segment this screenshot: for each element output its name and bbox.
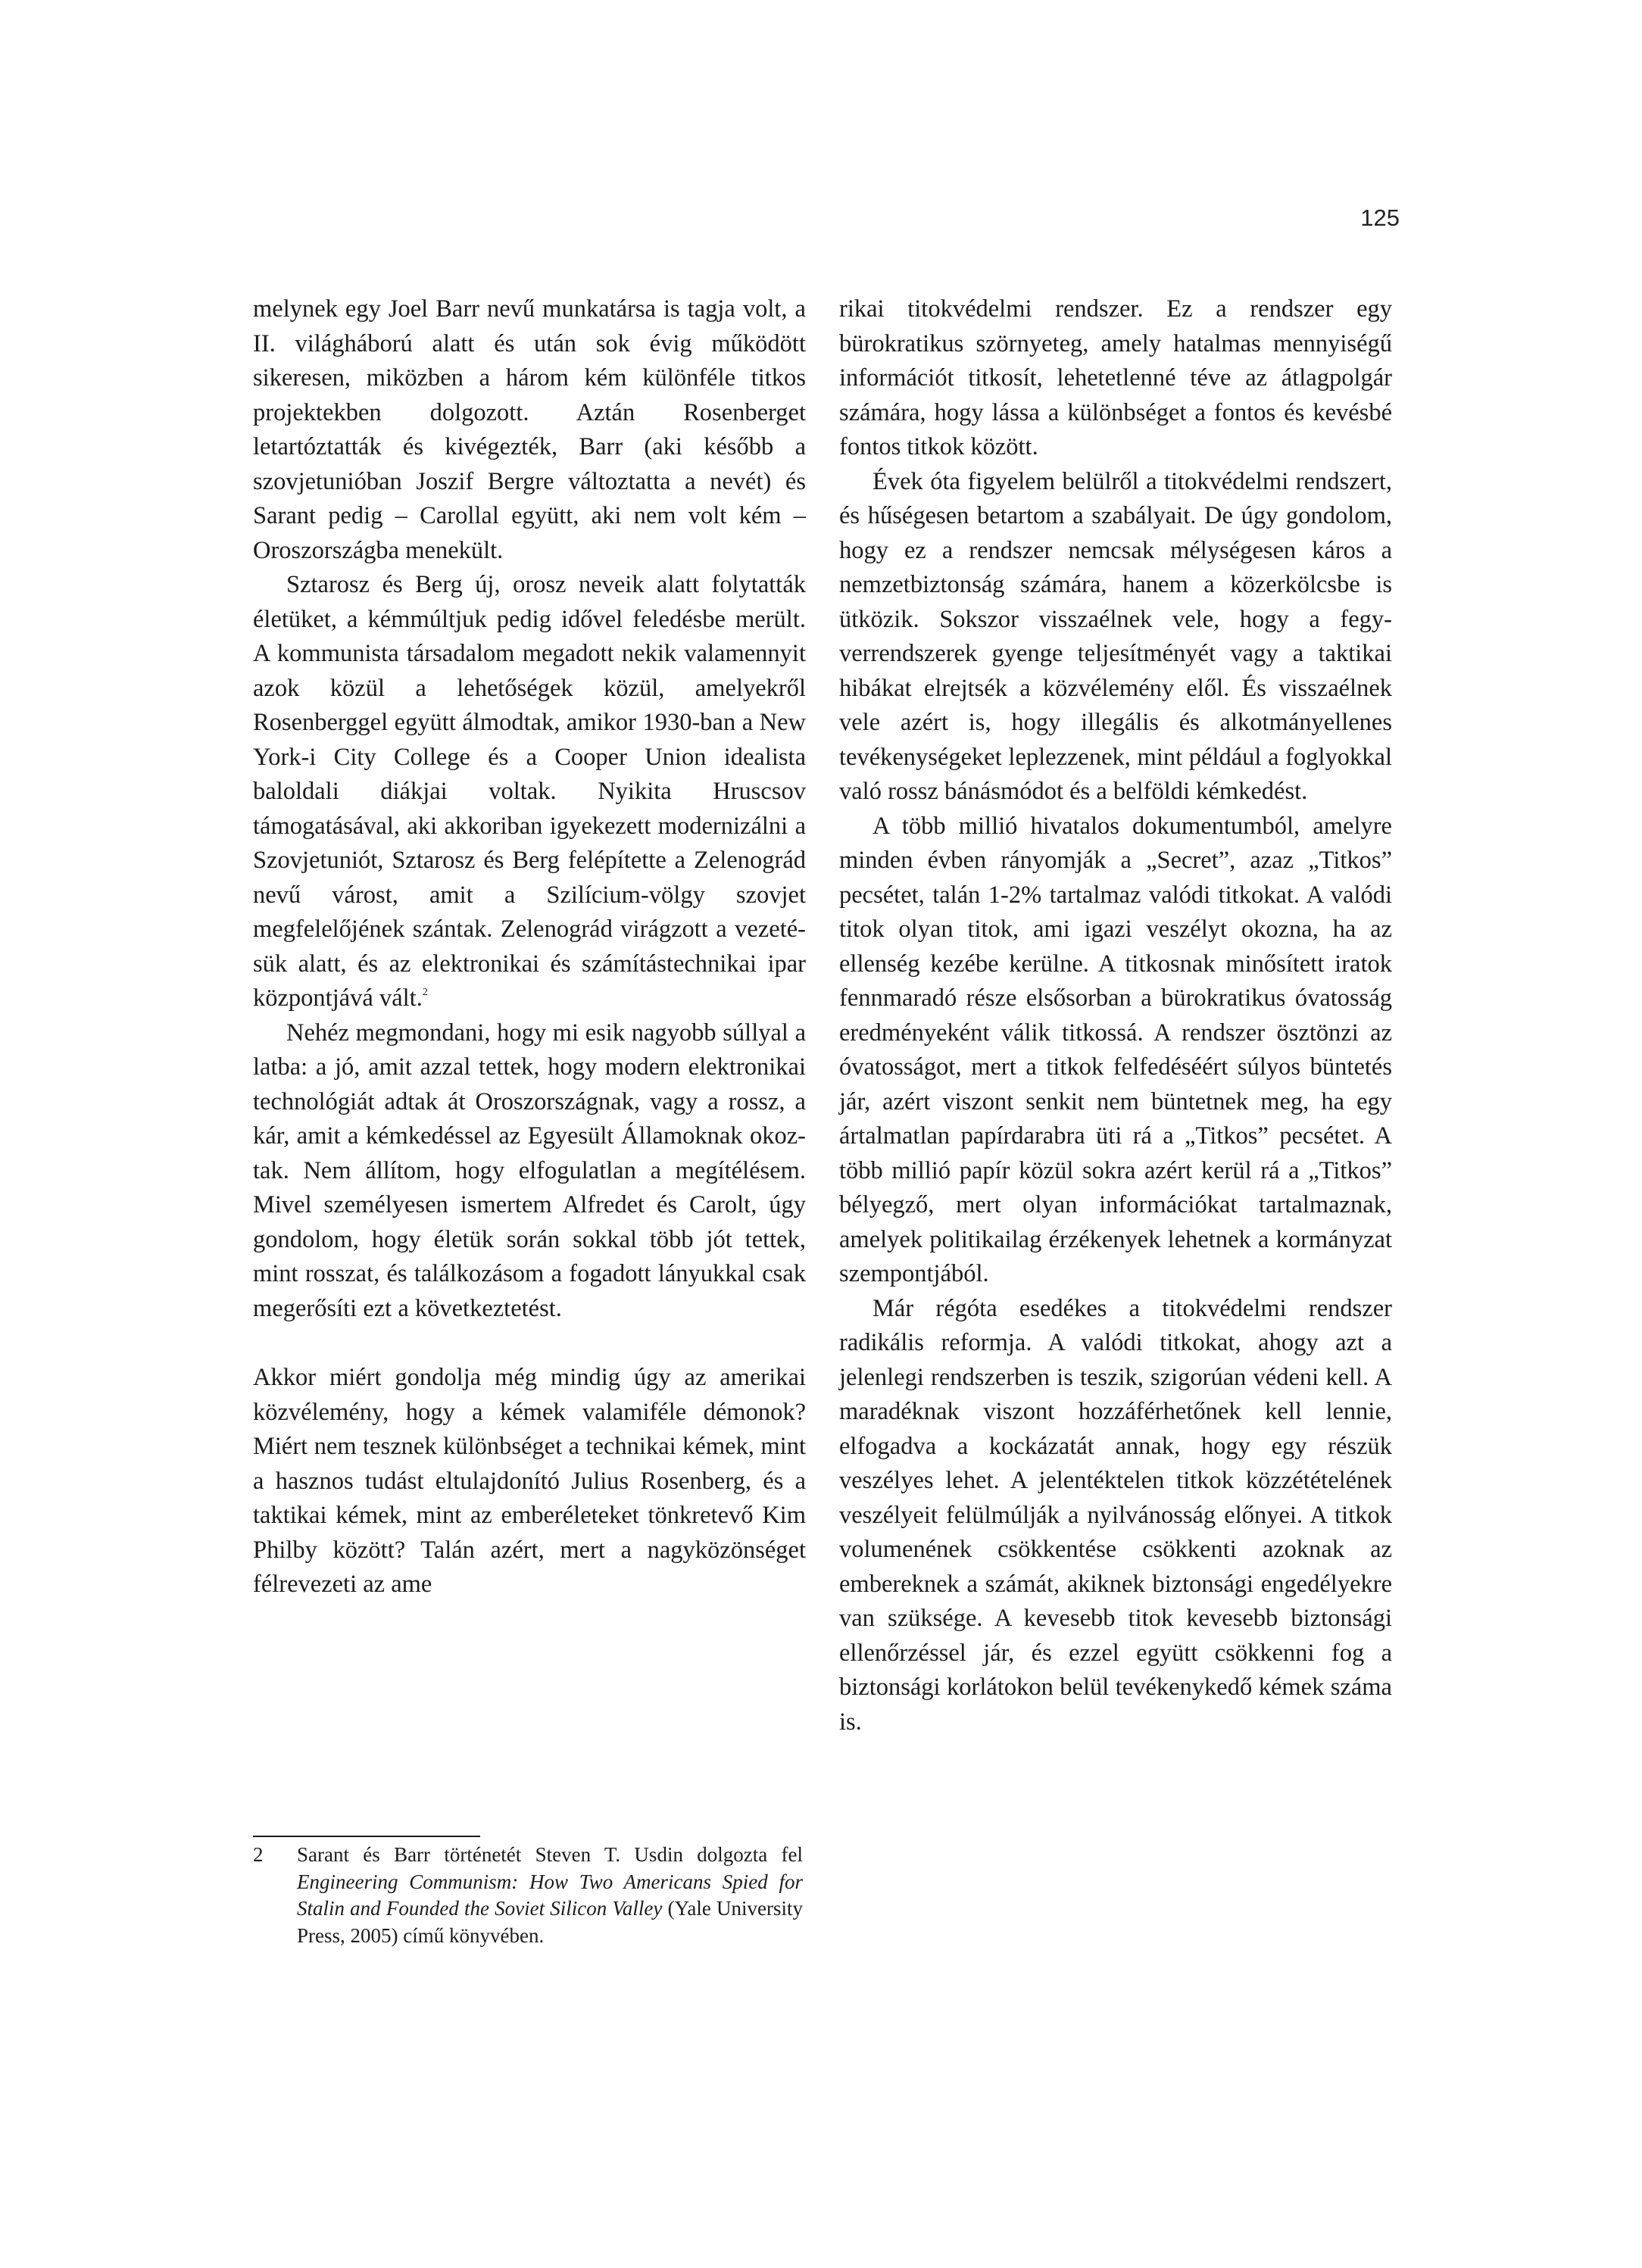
- footnote-separator: [253, 1836, 480, 1837]
- paragraph-text: Sztarosz és Berg új, orosz neveik alatt folytatták életüket, a kémmúltjuk pedig idővel feledésbe merült. A kommunista társadalom megadott nekik valamennyit azok közül a lehetőségek közül, amelyekről Rosenberggel együtt álmodtak, amikor 1930-ban a New York-i City College és a Cooper Union idealista baloldali diákjai voltak. Nyikita Hruscsov támogatásával, aki akkoriban igyekezett modernizálni a Szovjetuniót, Sztarosz és Berg felépítette a Zelenográd nevű várost, amit a Szilícium-völgy szovjet megfelelőjének szántak. Zelenográd virágzott a vezetésük alatt, és az elektronikai és számítástechnikai ipar központjává vált.: [253, 571, 806, 1012]
- paragraph-sztarosz-berg: [253, 568, 806, 1016]
- footnote-reference: 2: [422, 987, 428, 998]
- page-number: 125: [1360, 204, 1400, 231]
- footnote-text-before: Sarant és Barr történetét Steven T. Usdin dolgozta fel: [297, 1843, 803, 1866]
- footnote-text-after: (Yale University Press, 2005) című könyvében.: [297, 1897, 803, 1947]
- paragraph-documents: A több millió hivatalos dokumentumból, amelyre minden évben rányomják a „Secret”, azaz „Titkos” pecsétet, talán 1-2% tartalmaz valódi titkokat. A valódi titok olyan titok, ami igazi veszélyt okozna, ha az ellenség kezébe kerülne. A titkosnak minősített iratok fennmaradó része elsősorban a bürokratikus óvatosság eredményeként válik titkossá. A rendszer ösztönzi az óvatosságot, mert a titkok felfedéséért súlyos büntetés jár, azért viszont senkit nem büntetnek meg, ha egy ártalmatlan papírdarabra üti rá a „Titkos” pecsétet. A több millió papír közül sokra azért kerül rá a „Titkos” bélyegző, mert olyan információkat tartalmaznak, amelyek politikailag érzékenyek lehetnek a kormányzat szempontjából.: [839, 812, 1392, 1287]
- paragraph-continued: melynek egy Joel Barr nevű munkatársa is tagja volt, a II. világháború alatt és után sok évig működött sikeresen, miközben a három kém különféle titkos projektekben dolgozott. Aztán Rosenberget letartóztatták és kivégezték, Barr (aki később a szovjetunióban Joszif Bergre változtatta a nevét) és Sarant pedig – Carollal együtt, aki nem volt kém – Oroszországba menekült.: [253, 295, 806, 564]
- paragraph-observation: Évek óta figyelem belülről a titokvédelmi rendszert, és hűségesen betartom a szabályait. De úgy gondolom, hogy ez a rendszer nemcsak mélységesen káros a nemzetbiztonság számára, hanem a közerkölcsbe is ütközik. Sokszor visszaélnek vele, hogy a fegyverrendszerek gyenge teljesítményét vagy a taktikai hibákat elrejtsék a közvélemény elől. És visszaélnek vele azért is, hogy illegális és alkotmányellenes tevékenységeket leplezzenek, mint például a foglyokkal való rossz bánásmódot és a belföldi kémkedést.: [839, 467, 1392, 805]
- paragraph-question: Akkor miért gondolja még mindig úgy az amerikai közvélemény, hogy a kémek valamiféle démonok? Miért nem tesznek különbséget a technikai kémek, mint a hasznos tudást eltulajdonító Julius Rosenberg, és a taktikai kémek, mint az emberéleteket tönkretevő Kim Philby között? Talán azért, mert a nagyközönséget félrevezeti az ame: [253, 1364, 806, 1598]
- footnote-book-title: Engineering Communism: How Two Americans Spied for Stalin and Founded the Soviet Silicon Valley: [297, 1870, 803, 1920]
- paragraph-continued-right: rikai titokvédelmi rendszer. Ez a rendszer egy bürokratikus szörnyeteg, amely hatalmas mennyiségű információt titkosít, lehetetlenné téve az átlagpolgár számára, hogy lássa a különbséget a fontos és kevésbé fontos titkok között.: [839, 295, 1392, 460]
- right-column: [839, 292, 1392, 1739]
- paragraph-judgement: Nehéz megmondani, hogy mi esik nagyobb súllyal a latba: a jó, amit azzal tettek, hogy modern elektronikai technológiát adtak át Oroszországnak, vagy a rossz, a kár, amit a kémkedéssel az Egyesült Államoknak okoztak. Nem állítom, hogy elfogulatlan a megítélésem. Mivel személyesen ismertem Alfredet és Carolt, úgy gondolom, hogy életük során sokkal több jót tettek, mint rosszat, és találkozásom a fogadott lányukkal csak megerősíti ezt a következtetést.: [253, 1019, 806, 1322]
- footnote-text: [297, 1842, 803, 1949]
- left-column: [253, 292, 806, 1602]
- footnote-number: 2: [253, 1843, 264, 1866]
- footnote: [253, 1842, 806, 1949]
- paragraph-reform: Már régóta esedékes a titokvédelmi rendszer radikális reformja. A valódi titkokat, ahogy azt a jelenlegi rendszerben is teszik, szigorúan védeni kell. A maradéknak viszont hozzáférhetőnek kell lennie, elfogadva a kockázatát annak, hogy egy részük veszélyes lehet. A jelentéktelen titkok közzétételének veszélyeit felülmúlják a nyilvánosság előnyei. A titkok volumenének csökkentése csökkenti azoknak az embereknek a számát, akiknek biztonsági engedélyekre van szüksége. A kevesebb titok kevesebb biztonsági ellenőrzéssel jár, és ezzel együtt csökkenni fog a biztonsági korlátokon belül tevékenykedő kémek száma is.: [839, 1294, 1392, 1736]
